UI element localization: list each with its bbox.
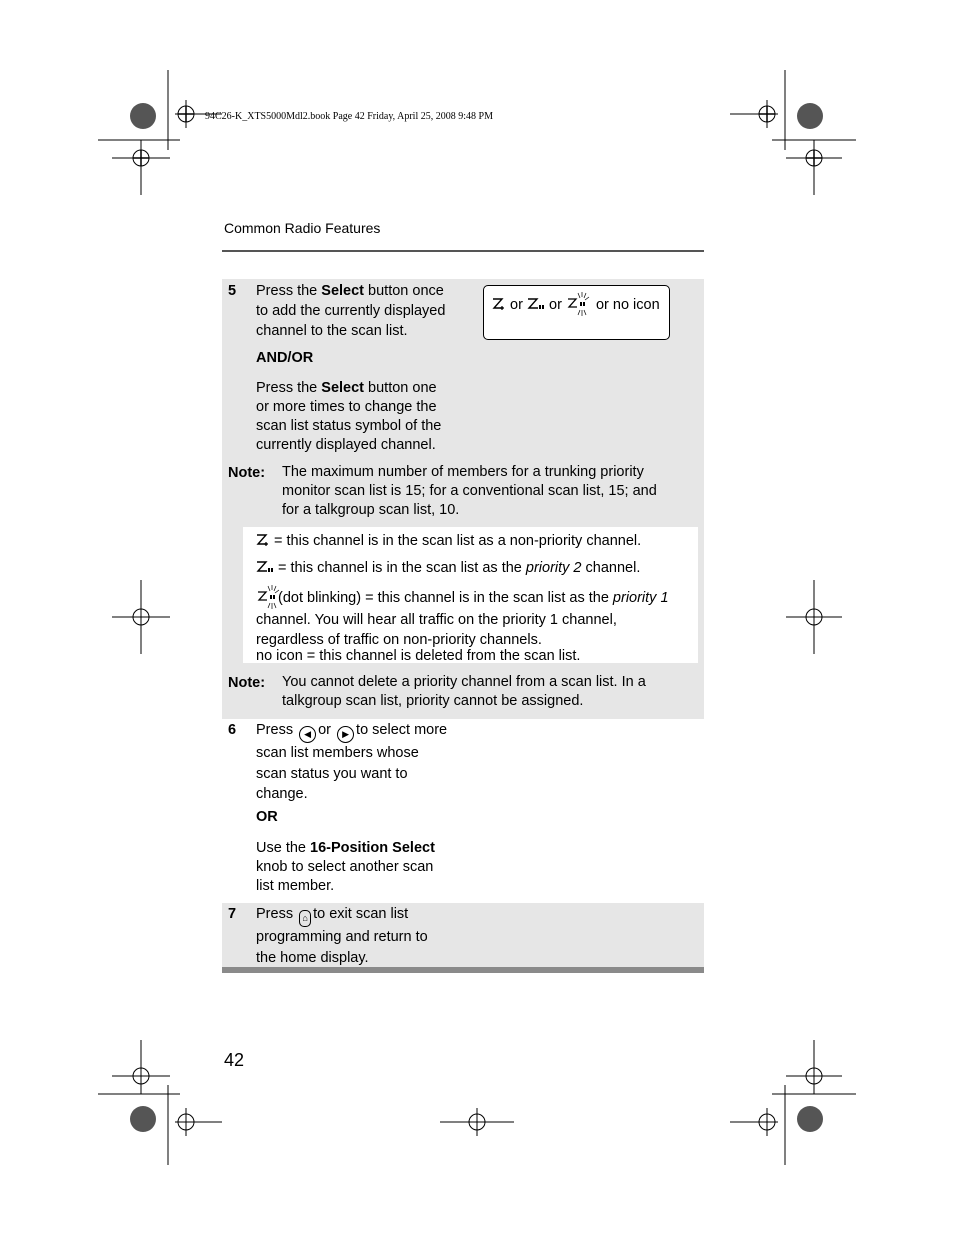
text: regardless of traffic on non-priority channels.: [256, 632, 542, 648]
priority-1-term: priority 1: [612, 590, 669, 606]
legend-non-priority: [256, 531, 641, 551]
text: change.: [256, 786, 308, 802]
text: scan list members whose: [256, 745, 419, 761]
text: The maximum number of members for a trunking priority: [282, 464, 644, 480]
text: monitor scan list is 15; for a conventional scan list, 15; and: [282, 483, 657, 499]
text: scan list status symbol of the: [256, 418, 442, 434]
page-number: 42: [224, 1050, 245, 1070]
text: Press the: [256, 283, 322, 299]
text: Use the: [256, 840, 310, 856]
note-1-label: Note:: [228, 465, 266, 481]
scan-non-priority-icon: [256, 533, 270, 547]
text: channel to the scan list.: [256, 323, 408, 339]
text: You cannot delete a priority channel from a scan list. In a: [282, 674, 646, 690]
step-7-number: 7: [228, 906, 237, 922]
text: button once: [364, 283, 444, 299]
or-text: or: [549, 297, 562, 313]
text: channel.: [581, 560, 641, 576]
scan-priority-2-icon: [527, 297, 545, 311]
text: = this channel is in the scan list as the: [278, 560, 526, 576]
text: programming and return to: [256, 929, 428, 945]
legend-priority-1: [256, 584, 701, 650]
text: channel. You will hear all traffic on the priority 1 channel,: [256, 612, 617, 628]
home-button-icon: ⌂: [299, 910, 311, 927]
text: = this channel is in the scan list as a non-priority channel.: [274, 533, 642, 549]
and-or-label: AND/OR: [256, 350, 314, 366]
or-label: OR: [256, 809, 278, 825]
note-1-text: [282, 463, 697, 520]
step-6-number: 6: [228, 722, 237, 738]
text: list member.: [256, 878, 335, 894]
text: or more times to change the: [256, 399, 437, 415]
table-bottom-rule: [222, 967, 704, 973]
text: or: [318, 722, 332, 738]
text: the home display.: [256, 949, 369, 966]
running-head: Common Radio Features: [224, 220, 381, 236]
radio-display: [483, 285, 670, 340]
text: Press: [256, 906, 294, 922]
text: for a talkgroup scan list, 10.: [282, 502, 460, 518]
text: Press: [256, 722, 294, 738]
text: currently displayed channel.: [256, 437, 436, 453]
display-line: [492, 291, 660, 317]
book-header: 94C26-K_XTS5000Mdl2.book Page 42 Friday, April 25, 2008 9:48 PM: [205, 111, 493, 122]
or-no-icon-text: or no icon: [595, 297, 660, 313]
text: talkgroup scan list, priority cannot be assigned.: [282, 693, 584, 709]
scan-non-priority-icon: [492, 297, 506, 311]
note-2-label: Note:: [228, 675, 266, 691]
step-7-paragraph: [256, 904, 476, 968]
text: Press the: [256, 380, 322, 396]
text: to add the currently displayed: [256, 303, 446, 319]
step-5-number: 5: [228, 283, 237, 299]
legend-priority-2: [256, 558, 640, 578]
note-2-text: [282, 673, 697, 711]
legend-no-icon: no icon = this channel is deleted from the scan list.: [256, 648, 581, 664]
icon-legend-box: [241, 525, 700, 665]
text: button one: [364, 380, 437, 396]
or-text: or: [510, 297, 523, 313]
text: scan status you want to: [256, 765, 408, 782]
left-arrow-button-icon: ◀: [299, 726, 316, 743]
text: knob to select another scan: [256, 859, 434, 875]
scan-priority-1-blinking-icon: [566, 291, 592, 317]
step-6-paragraph-1: [256, 720, 476, 805]
step-5-paragraph-1: [256, 281, 476, 341]
step-5-paragraph-2: [256, 379, 476, 455]
text: (dot blinking) = this channel is in the scan list as the: [278, 590, 613, 606]
right-arrow-button-icon: ▶: [337, 726, 354, 743]
priority-2-term: priority 2: [525, 560, 582, 576]
text: to exit scan list: [313, 906, 409, 922]
text: to select more: [356, 722, 448, 738]
sixteen-position-select-term: 16-Position Select: [310, 840, 435, 856]
select-term: Select: [321, 283, 365, 299]
select-term: Select: [321, 380, 365, 396]
step-6-paragraph-2: [256, 839, 476, 896]
header-rule: [222, 250, 704, 252]
scan-priority-2-icon: [256, 560, 274, 574]
